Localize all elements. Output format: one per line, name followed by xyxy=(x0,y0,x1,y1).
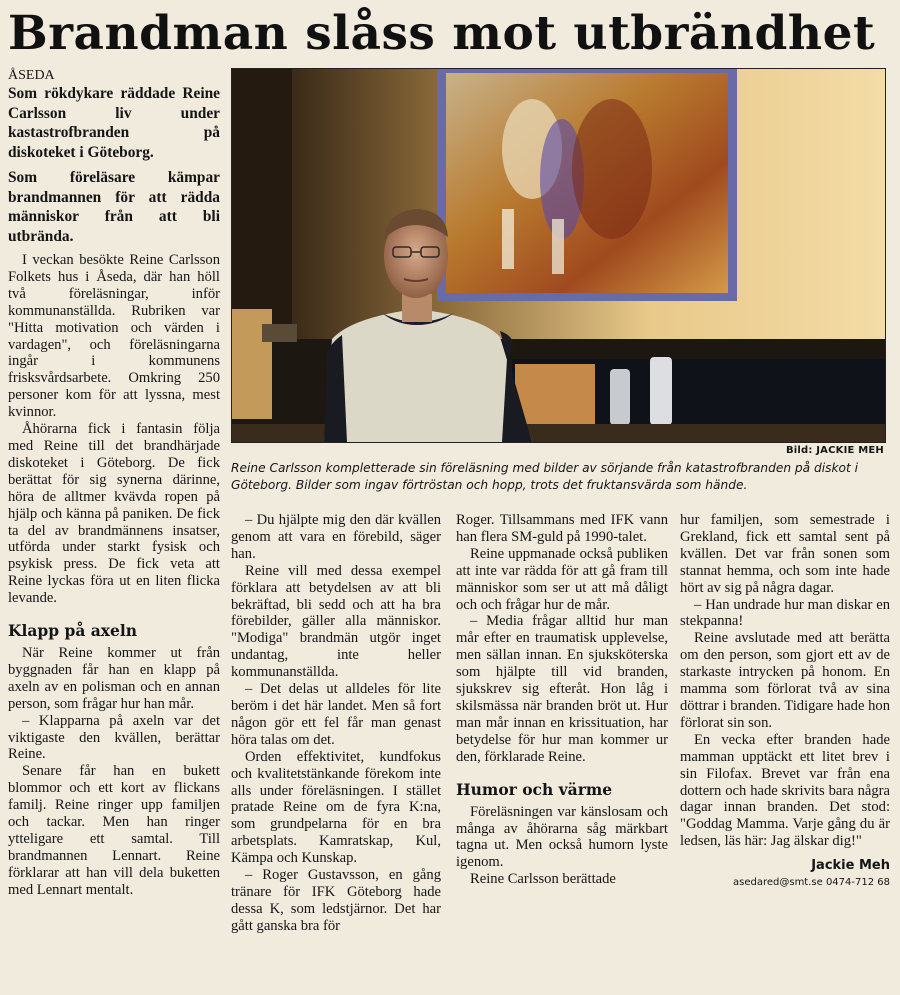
photo-caption: Reine Carlsson kompletterade sin föreläsning med bilder av sörjande från katastrofbranden på diskot i Göteborg. Bilder som ingav förtröstan och hopp, trots det fruktansvärda som hände. xyxy=(231,461,859,492)
photo-credit: Bild: JACKIE MEH xyxy=(785,445,884,456)
ingress-1: Som rökdykare räddade Reine Carlsson liv under kastastrofbranden på diskoteket i Göteborg. xyxy=(8,85,220,161)
column-3 xyxy=(456,512,668,888)
body-paragraph: I veckan besökte Reine Carlsson Folkets hus i Åseda, där han höll två föreläsningar, inför kommunanställda. Rubriken var "Hitta motivation och värden i vardagen", och föreläsningarna ingår i kommunens frisksvårdsarbete. Omkring 250 personer kom för att lyssna, mest kvinnor. xyxy=(8,252,220,421)
body-paragraph: – Media frågar alltid hur man mår efter en traumatisk upplevelse, men sällan innan. En sjuksköterska som hjälpte till vid branden, sjukskrev sig efteråt. Hon låg i skilsmässa när branden bröt ut. Hur man mår innan en krissituation, har betydelse för hur man kommer ur den, förklarade Reine. xyxy=(456,613,668,765)
body-paragraph: – Roger Gustavsson, en gång tränare för IFK Göteborg hade dessa K, som ledstjärnor. Det har gått ganska bra för xyxy=(231,867,441,934)
body-paragraph: Reine uppmanade också publiken att inte var rädda för att gå fram till människor som ser ut att må dåligt och och frågar hur de mår. xyxy=(456,545,668,613)
contact-info: asedared@smt.se 0474-712 68 xyxy=(733,877,890,889)
body-paragraph: Reine vill med dessa exempel förklara att betydelsen av att bli bekräftad, bli sedd och att ha bra förebilder, gäller alla människor. "Modiga" brandmän utgör inget undantag, inte heller kommunanställda. xyxy=(231,562,441,681)
dateline: ÅSEDA xyxy=(8,68,55,83)
photo-illustration xyxy=(232,69,885,442)
body-paragraph: Åhörarna fick i fantasin följa med Reine till det brandhärjade diskoteket i Göteborg. De fick berättat för sig synerna därinne, höra de alltmer kvävda ropen på hjälp och känna på paniken. De fick ta del av brandmännens insatser, utförda under starkt fysisk och psykisk press. De fick veta att Reine lyckas föra ut en liten flicka levande. xyxy=(8,421,220,607)
column-2 xyxy=(231,512,441,935)
body-paragraph: En vecka efter branden hade mamman upptäckt ett litet brev i sin Filofax. Brevet var från ena dottern och hade skrivits bara några dagar innan branden. Det stod: "Goddag Mamma. Varje gång du är ledsen, läs här: Jag älskar dig!" xyxy=(680,731,890,850)
body-paragraph: Föreläsningen var känslosam och många av åhörarna såg märkbart tagna ut. Men också humorn lyste igenom. xyxy=(456,803,668,871)
body-paragraph: – Det delas ut alldeles för lite beröm i det här landet. Men så fort någon gör ett fel får man genast höra talas om det. xyxy=(231,681,441,748)
body-paragraph: hur familjen, som semestrade i Grekland, fick ett samtal sent på kvällen. Det var från sonen som stannat hemma, och som inte hade hört av sig på några dagar. xyxy=(680,512,890,596)
body-paragraph: Reine avslutade med att berätta om den person, som gjort ett av de starkaste intrycken på honom. En mamma som förlorat två av sina döttrar i branden. Tidigare hade hon förlorat sin son. xyxy=(680,630,890,731)
body-paragraph: – Han undrade hur man diskar en stekpanna! xyxy=(680,596,890,630)
body-paragraph: – Du hjälpte mig den där kvällen genom att vara en förebild, säger han. xyxy=(231,512,441,562)
headline: Brandman slåss mot utbrändhet xyxy=(8,6,876,61)
byline: Jackie Meh xyxy=(811,858,890,874)
body-paragraph: När Reine kommer ut från byggnaden får han en klapp på axeln av en polisman och en annan person, som frågar hur han mår. xyxy=(8,645,220,712)
column-4 xyxy=(680,512,890,888)
body-paragraph: – Klapparna på axeln var det viktigaste den kvällen, berättar Reine. xyxy=(8,712,220,763)
left-column xyxy=(8,68,220,899)
body-paragraph: Orden effektivitet, kundfokus och kvalitetstänkande förekom inte alls under föreläsningen. I stället pratade Reine om de fyra K:na, som grundpelarna för en bra arbetsplats. Kamratskap, Kul, Kämpa och Kunskap. xyxy=(231,748,441,867)
subhead-klapp: Klapp på axeln xyxy=(8,621,138,641)
lecture-photo xyxy=(231,68,886,443)
body-paragraph: Reine Carlsson berättade xyxy=(470,871,616,888)
body-paragraph: Roger. Tillsammans med IFK vann han flera SM-guld på 1990-talet. xyxy=(456,512,668,545)
ingress-2: Som föreläsare kämpar brandmannen för att rädda människor från att bli utbrända. xyxy=(8,169,220,245)
subhead-humor: Humor och värme xyxy=(456,779,613,799)
body-paragraph: Senare får han en bukett blommor och ett kort av flickans familj. Reine ringer upp familjen och tackar. Men han ringer ytteligare ett samtal. Till brandmannen Lennart. Reine förklarar att han vill dela buketten med Lennart mentalt. xyxy=(8,763,220,898)
